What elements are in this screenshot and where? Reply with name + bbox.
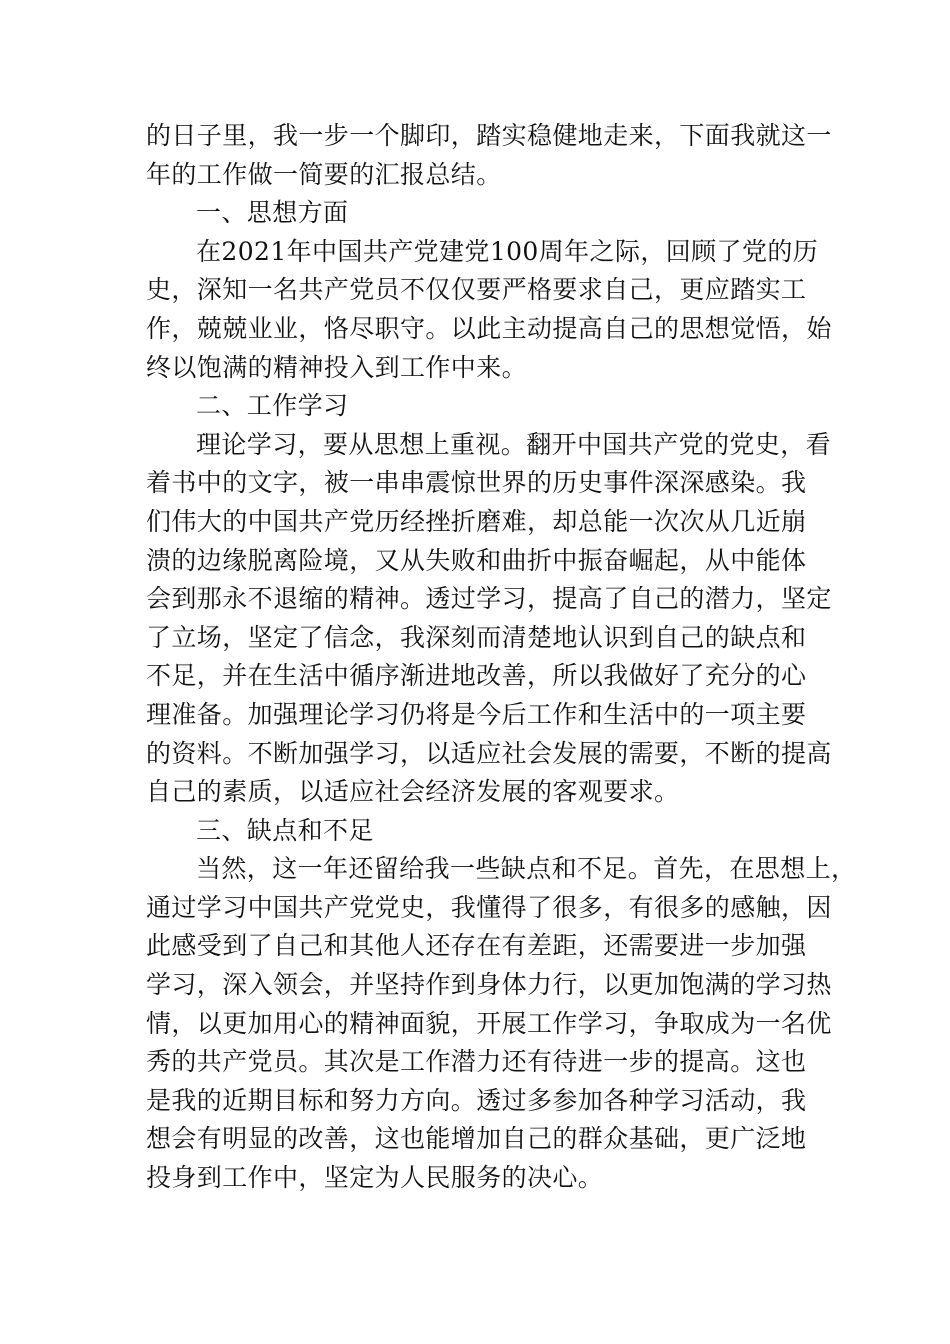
text-line: 自己的素质，以适应社会经济发展的客观要求。 bbox=[146, 777, 680, 807]
text-line: 的资料。不断加强学习，以适应社会发展的需要，不断的提高 bbox=[146, 738, 832, 768]
text-line: 着书中的文字，被一串串震惊世界的历史事件深深感染。我 bbox=[146, 468, 807, 498]
text-line: 理准备。加强理论学习仍将是今后工作和生活中的一项主要 bbox=[146, 699, 807, 729]
text-line: 秀的共产党员。其次是工作潜力还有待进一步的提高。这也 bbox=[146, 1047, 807, 1077]
text-line: 通过学习中国共产党党史，我懂得了很多，有很多的感触，因 bbox=[146, 892, 832, 922]
text-line: 是我的近期目标和努力方向。透过多参加各种学习活动，我 bbox=[146, 1085, 807, 1115]
section-heading-work-study: 二、工作学习 bbox=[196, 391, 349, 421]
text-line: 学习，深入领会，并坚持作到身体力行，以更加饱满的学习热 bbox=[146, 970, 832, 1000]
text-line: 了立场，坚定了信念，我深刻而清楚地认识到自己的缺点和 bbox=[146, 622, 807, 652]
section-heading-shortcomings: 三、缺点和不足 bbox=[196, 815, 374, 845]
text-line: 年的工作做一简要的汇报总结。 bbox=[146, 159, 502, 189]
text-line: 此感受到了自己和其他人还存在有差距，还需要进一步加强 bbox=[146, 931, 807, 961]
document-body bbox=[146, 117, 857, 1198]
text-line: 的日子里，我一步一个脚印，踏实稳健地走来，下面我就这一 bbox=[146, 121, 832, 150]
text-line: 终以饱满的精神投入到工作中来。 bbox=[146, 352, 528, 382]
text-line: 史，深知一名共产党员不仅仅要严格要求自己，更应踏实工 bbox=[146, 275, 807, 305]
text-line: 情，以更加用心的精神面貌，开展工作学习，争取成为一名优 bbox=[146, 1008, 832, 1038]
text-line: 投身到工作中，坚定为人民服务的决心。 bbox=[146, 1163, 604, 1193]
paragraph-start: 当然，这一年还留给我一些缺点和不足。首先，在思想上， bbox=[196, 854, 857, 884]
text-line: 想会有明显的改善，这也能增加自己的群众基础，更广泛地 bbox=[146, 1124, 807, 1154]
paragraph-start: 理论学习，要从思想上重视。翻开中国共产党的党史，看 bbox=[196, 429, 832, 459]
text-line: 作，兢兢业业，恪尽职守。以此主动提高自己的思想觉悟，始 bbox=[146, 313, 832, 343]
section-heading-thought: 一、思想方面 bbox=[196, 198, 349, 228]
text-line: 不足，并在生活中循序渐进地改善，所以我做好了充分的心 bbox=[146, 661, 807, 691]
text-line: 会到那永不退缩的精神。透过学习，提高了自己的潜力，坚定 bbox=[146, 584, 832, 614]
text-line: 们伟大的中国共产党历经挫折磨难，却总能一次次从几近崩 bbox=[146, 506, 807, 536]
paragraph-start: 在2021年中国共产党建党100周年之际，回顾了党的历 bbox=[196, 236, 819, 266]
text-line: 溃的边缘脱离险境，又从失败和曲折中振奋崛起，从中能体 bbox=[146, 545, 807, 575]
